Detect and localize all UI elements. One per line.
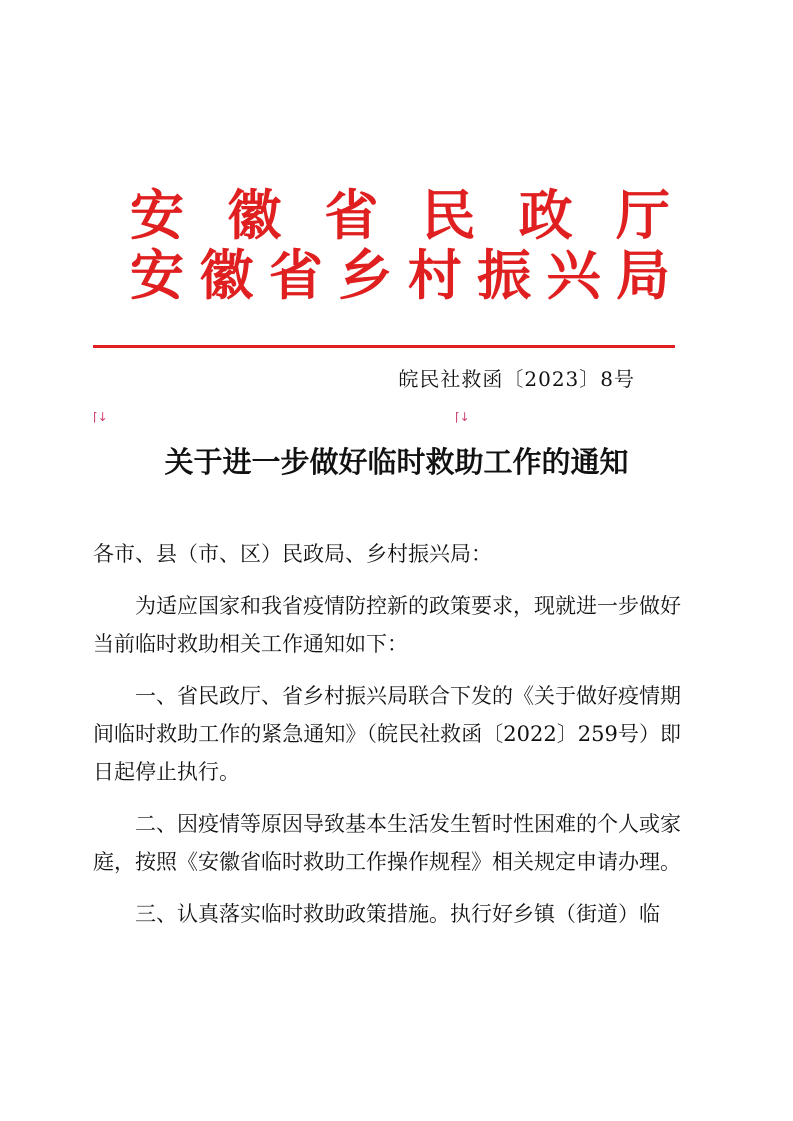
red-divider	[93, 345, 675, 348]
document-title: 关于进一步做好临时救助工作的通知	[164, 445, 629, 479]
salutation: 各市、县（市、区）民政局、乡村振兴局：	[93, 542, 492, 566]
scan-mark: ⌈↓	[93, 410, 108, 424]
scan-mark: ⌈↓	[455, 410, 470, 424]
document-body	[93, 535, 681, 933]
org-header-line-2: 安徽省乡村振兴局	[130, 243, 670, 307]
org-header-line-1: 安徽省民政厅	[130, 183, 670, 247]
body-paragraph: 二、因疫情等原因导致基本生活发生暂时性困难的个人或家庭，按照《安徽省临时救助工作操作规程》相关规定申请办理。	[93, 812, 681, 874]
body-paragraph: 三、认真落实临时救助政策措施。执行好乡镇（街道）临	[135, 902, 660, 926]
body-paragraph: 一、省民政厅、省乡村振兴局联合下发的《关于做好疫情期间临时救助工作的紧急通知》（皖民社救函〔2022〕259号）即日起停止执行。	[93, 684, 681, 784]
document-number: 皖民社救函〔2023〕8号	[398, 367, 635, 391]
body-paragraph: 为适应国家和我省疫情防控新的政策要求，现就进一步做好当前临时救助相关工作通知如下：	[93, 594, 681, 656]
